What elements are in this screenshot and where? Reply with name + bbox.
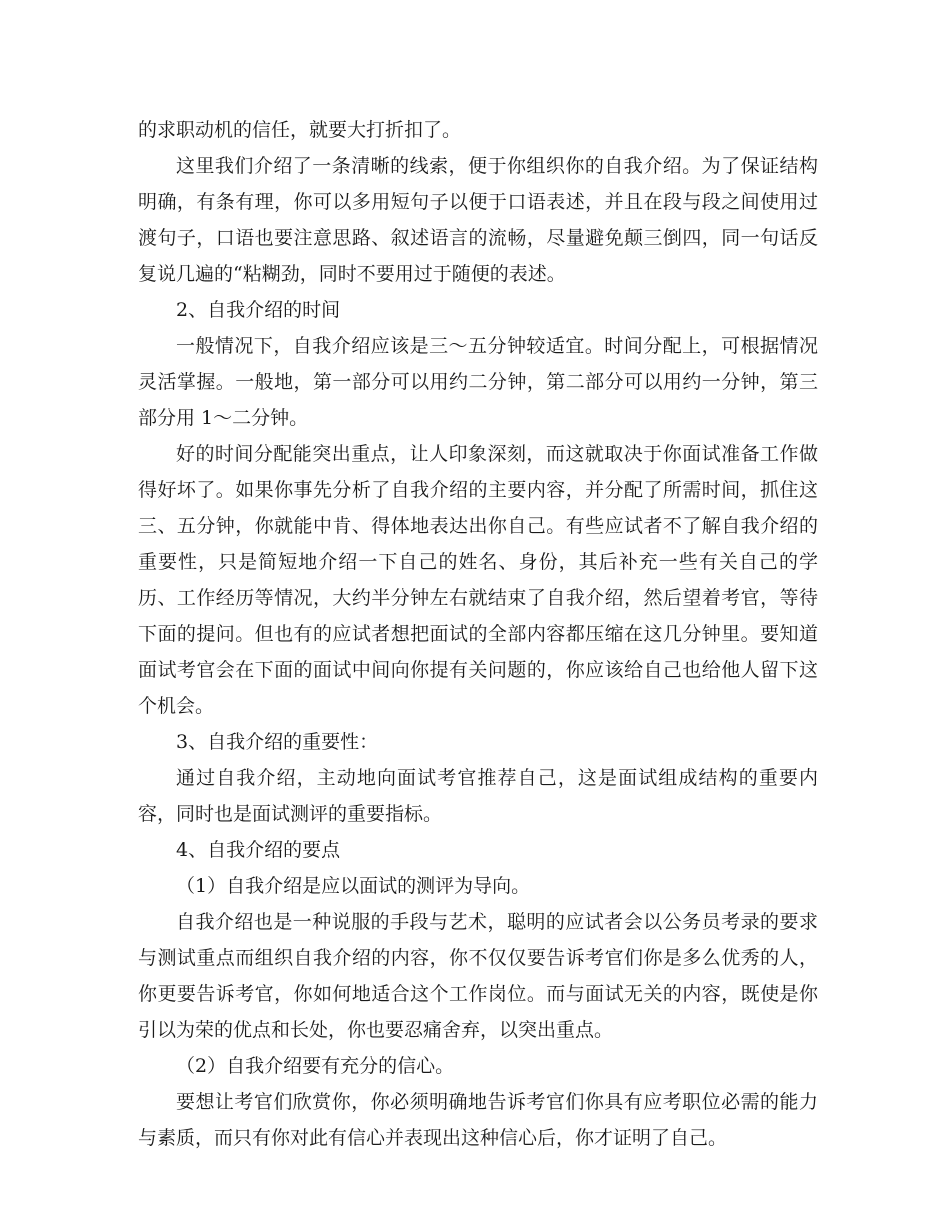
paragraph-persuasion: 自我介绍也是一种说服的手段与艺术，聪明的应试者会以公务员考录的要求与测试重点而组织自我介绍的内容，你不仅仅要告诉考官们你是多么优秀的人，你更要告诉考官，你如何地适合这个工作岗位。而与面试无关的内容，既使是你引以为荣的优点和长处，你也要忍痛舍弃，以突出重点。: [138, 911, 818, 1041]
section-heading-importance: 3、自我介绍的重要性：: [176, 731, 379, 753]
paragraph-clear-clue: 这里我们介绍了一条清晰的线索，便于你组织你的自我介绍。为了保证结构明确，有条有理，你可以多用短句子以便于口语表述，并且在段与段之间使用过渡句子，口语也要注意思路、叙述语言的流畅，尽量避免颠三倒四，同一句话反复说几遍的“粘糊劲，同时不要用过于随便的表述。: [138, 155, 818, 285]
paragraph-time-allocation: 一般情况下，自我介绍应该是三～五分钟较适宜。时间分配上，可根据情况灵活掌握。一般地，第一部分可以用约二分钟，第二部分可以用约一分钟，第三部分用 1～二分钟。: [138, 335, 818, 429]
paragraph-importance: 通过自我介绍，主动地向面试考官推荐自己，这是面试组成结构的重要内容，同时也是面试测评的重要指标。: [138, 767, 818, 825]
paragraph-continued: 的求职动机的信任，就要大打折扣了。: [138, 119, 462, 141]
document-body: [138, 112, 818, 1156]
subheading-confidence: （2）自我介绍要有充分的信心。: [176, 1055, 455, 1077]
section-heading-key-points: 4、自我介绍的要点: [176, 839, 341, 861]
section-heading-time: 2、自我介绍的时间: [176, 299, 341, 321]
paragraph-time-emphasis: 好的时间分配能突出重点，让人印象深刻，而这就取决于你面试准备工作做得好坏了。如果你事先分析了自我介绍的主要内容，并分配了所需时间，抓住这三、五分钟，你就能中肯、得体地表达出你自己。有些应试者不了解自我介绍的重要性，只是简短地介绍一下自己的姓名、身份，其后补充一些有关自己的学历、工作经历等情况，大约半分钟左右就结束了自我介绍，然后望着考官，等待下面的提问。但也有的应试者想把面试的全部内容都压缩在这几分钟里。要知道面试考官会在下面的面试中间向你提有关问题的，你应该给自己也给他人留下这个机会。: [138, 443, 818, 717]
paragraph-confidence: 要想让考官们欣赏你，你必须明确地告诉考官们你具有应考职位必需的能力与素质，而只有你对此有信心并表现出这种信心后，你才证明了自己。: [138, 1091, 818, 1149]
subheading-evaluation-oriented: （1）自我介绍是应以面试的测评为导向。: [176, 875, 531, 897]
